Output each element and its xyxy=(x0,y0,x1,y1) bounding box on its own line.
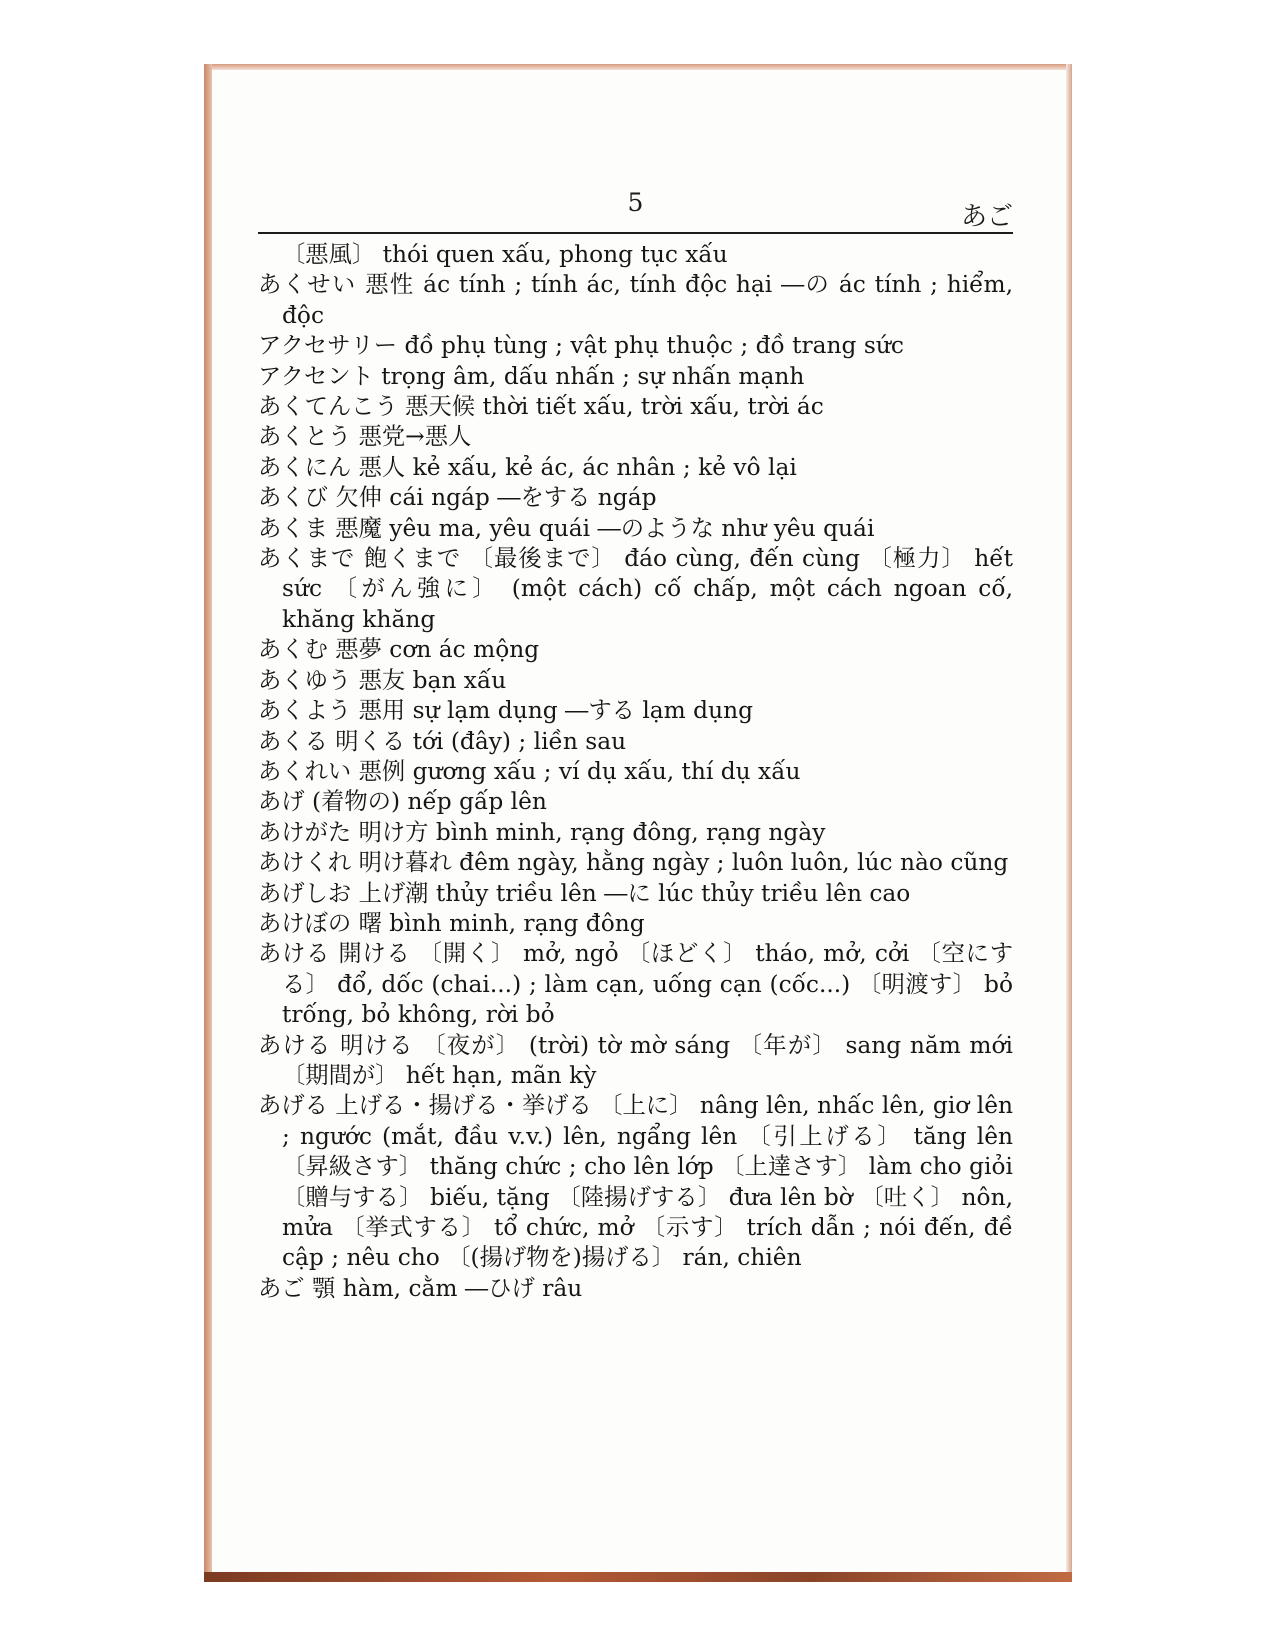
dictionary-entry: あくゆう 悪友 bạn xấu xyxy=(258,666,507,694)
entry-list xyxy=(258,240,1013,1304)
dictionary-entry: あげ (着物の) nếp gấp lên xyxy=(258,788,547,816)
dictionary-entry: あくる 明くる tới (đây) ; liền sau xyxy=(258,727,627,755)
dictionary-entry: あけぼの 曙 bình minh, rạng đông xyxy=(258,909,645,937)
page-number: 5 xyxy=(627,188,644,217)
dictionary-entry: あげる 上げる・揚げる・挙げる 〔上に〕 nâng lên, nhấc lên, giơ lên ; ngước (mắt, đầu v.v.) lên, ngẩng lên 〔引上げる〕 tăng lên 〔昇級さす〕 thăng chức ; cho lên lớp 〔上達さす〕 làm cho giỏi 〔贈与する〕 biếu, tặng 〔陸揚げする〕 đưa lên bờ 〔吐く〕 nôn, mửa 〔挙式する〕 tổ chức, mở 〔示す〕 trích dẫn ; nói đến, đề cập ; nêu cho 〔(揚げ物を)揚げる〕 rán, chiên xyxy=(258,1092,1013,1272)
dictionary-entry: あける 開ける 〔開く〕 mở, ngỏ 〔ほどく〕 tháo, mở, cởi 〔空にする〕 đổ, dốc (chai...) ; làm cạn, uống cạn (cốc...) 〔明渡す〕 bỏ trống, bỏ không, rời bỏ xyxy=(258,940,1013,1029)
dictionary-entry: アクセサリー đồ phụ tùng ; vật phụ thuộc ; đồ trang sức xyxy=(258,332,904,360)
dictionary-entry: 〔悪風〕 thói quen xấu, phong tục xấu xyxy=(282,241,728,268)
dictionary-entry: あくむ 悪夢 cơn ác mộng xyxy=(258,636,540,664)
dictionary-entry: あくま 悪魔 yêu ma, yêu quái ―のような như yêu quái xyxy=(258,514,875,542)
dictionary-entry: あくにん 悪人 kẻ xấu, kẻ ác, ác nhân ; kẻ vô lại xyxy=(258,453,797,481)
dictionary-entry: あくまで 飽くまで 〔最後まで〕 đáo cùng, đến cùng 〔極力〕 hết sức 〔がん強に〕 (một cách) cố chấp, một cách ngoan cố, khăng khăng xyxy=(258,545,1013,633)
dictionary-entry: あご 顎 hàm, cằm ―ひげ râu xyxy=(258,1274,583,1302)
dictionary-entry: あける 明ける 〔夜が〕 (trời) tờ mờ sáng 〔年が〕 sang năm mới 〔期間が〕 hết hạn, mãn kỳ xyxy=(258,1031,1013,1089)
book-edge-right xyxy=(1066,64,1072,1582)
dictionary-entry: あけがた 明け方 bình minh, rạng đông, rạng ngày xyxy=(258,818,826,846)
dictionary-entry: あくてんこう 悪天候 thời tiết xấu, trời xấu, trời ác xyxy=(258,393,824,421)
dictionary-entry: あくび 欠伸 cái ngáp ―をする ngáp xyxy=(258,484,657,512)
dictionary-entry: あげしお 上げ潮 thủy triều lên ―に lúc thủy triều lên cao xyxy=(258,879,911,907)
dictionary-entry: あくせい 悪性 ác tính ; tính ác, tính độc hại ―の ác tính ; hiểm, độc xyxy=(258,271,1013,329)
dictionary-entry: アクセント trọng âm, dấu nhấn ; sự nhấn mạnh xyxy=(258,362,805,390)
book-edge-bottom xyxy=(204,1572,1072,1582)
dictionary-entry: あけくれ 明け暮れ đêm ngày, hằng ngày ; luôn luôn, lúc nào cũng xyxy=(258,849,1009,877)
dictionary-page xyxy=(212,70,1066,1572)
page-header xyxy=(258,182,1013,234)
guide-word: あご xyxy=(960,202,1013,232)
dictionary-entry: あくよう 悪用 sự lạm dụng ―する lạm dụng xyxy=(258,697,754,725)
dictionary-entry: あくれい 悪例 gương xấu ; ví dụ xấu, thí dụ xấu xyxy=(258,757,801,785)
book-edge-left xyxy=(204,64,212,1582)
dictionary-entry: あくとう 悪党→悪人 xyxy=(258,423,472,451)
